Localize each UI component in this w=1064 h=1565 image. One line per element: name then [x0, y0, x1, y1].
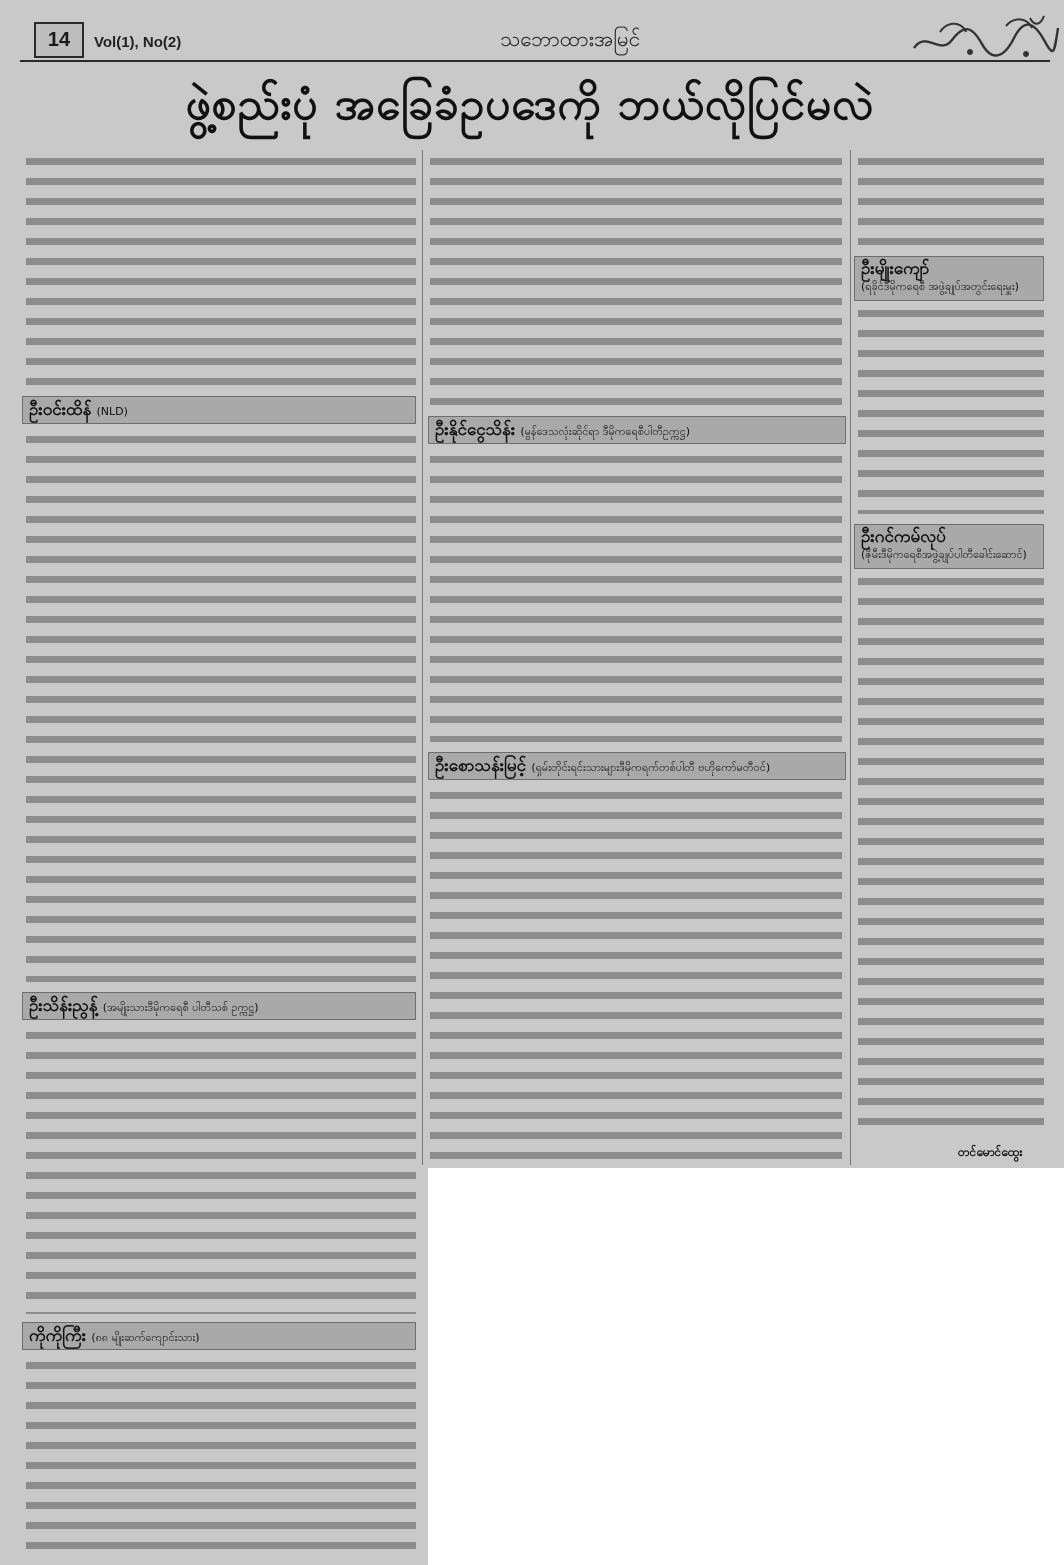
issue-info: Vol(1), No(2) — [94, 34, 182, 51]
article-paragraph — [26, 430, 416, 982]
speaker-affiliation: (NLD) — [96, 405, 128, 418]
speaker-heading — [428, 752, 846, 780]
section-masthead: သဘောထားအမြင် — [500, 27, 641, 51]
speaker-heading — [22, 1322, 416, 1350]
speaker-heading — [22, 396, 416, 424]
article-paragraph — [430, 152, 842, 408]
page-number: 14 — [34, 22, 84, 58]
article-paragraph — [430, 450, 842, 742]
speaker-name: ကိုကိုကြီး — [29, 1326, 87, 1346]
article-paragraph — [858, 152, 1044, 248]
column-divider — [422, 150, 423, 1165]
speaker-affiliation: (မွန်ဒေသလုံးဆိုင်ရာ ဒီမိုကရေစီပါတီဥက္ကဋ္ဌ) — [520, 425, 691, 438]
speaker-heading — [854, 524, 1044, 569]
speaker-name: ဦးဝင်းထိန် — [29, 400, 92, 420]
intro-paragraph — [26, 152, 416, 388]
speaker-heading — [428, 416, 846, 444]
page-header — [20, 14, 1050, 62]
speaker-heading — [22, 992, 416, 1020]
speaker-name: ဦးဂင်ကမ်လုပ် — [861, 527, 946, 547]
speaker-affiliation: (အမျိုးသားဒီမိုကရေစီ ပါတီသစ် ဥက္ကဋ္ဌ) — [102, 1001, 259, 1014]
speaker-name: ဦးစောသန်းမြင့် — [435, 756, 527, 776]
article-paragraph — [430, 786, 842, 1162]
article-paragraph — [858, 304, 1044, 514]
article-paragraph — [26, 1356, 416, 1552]
speaker-affiliation: (ရခိုင်ဒီမိုကရေစီ အဖွဲ့ချုပ်အတွင်းရေးမှူး) — [861, 280, 1019, 293]
speaker-heading — [854, 256, 1044, 301]
speaker-affiliation: (ဇိုမီးဒီမိုကရေစီအဖွဲ့ချုပ်ပါတီခေါင်းဆောင်) — [861, 548, 1027, 561]
speaker-name: ဦးသိန်းညွန့် — [29, 996, 98, 1016]
speaker-name: ဦးမျိုးကျော် — [861, 259, 930, 279]
column-divider — [850, 150, 851, 1165]
article-paragraph — [858, 572, 1044, 1138]
article-paragraph — [26, 1026, 416, 1314]
speaker-affiliation: (ရှမ်းတိုင်းရင်းသားများဒီမိုကရက်တစ်ပါတီ ဗဟိုကော်မတီဝင်) — [531, 761, 771, 774]
article-headline: ဖွဲ့စည်းပုံ အခြေခံဥပဒေကို ဘယ်လိုပြင်မလဲ — [185, 79, 875, 130]
speaker-name: ဦးနိုင်ငွေသိန်း — [435, 420, 516, 440]
speaker-affiliation: (၈၈ မျိုးဆက်ကျောင်းသား) — [91, 1331, 200, 1344]
calligraphy-logo — [910, 14, 1060, 64]
author-byline: တင်မောင်ထွေး — [958, 1145, 1023, 1159]
